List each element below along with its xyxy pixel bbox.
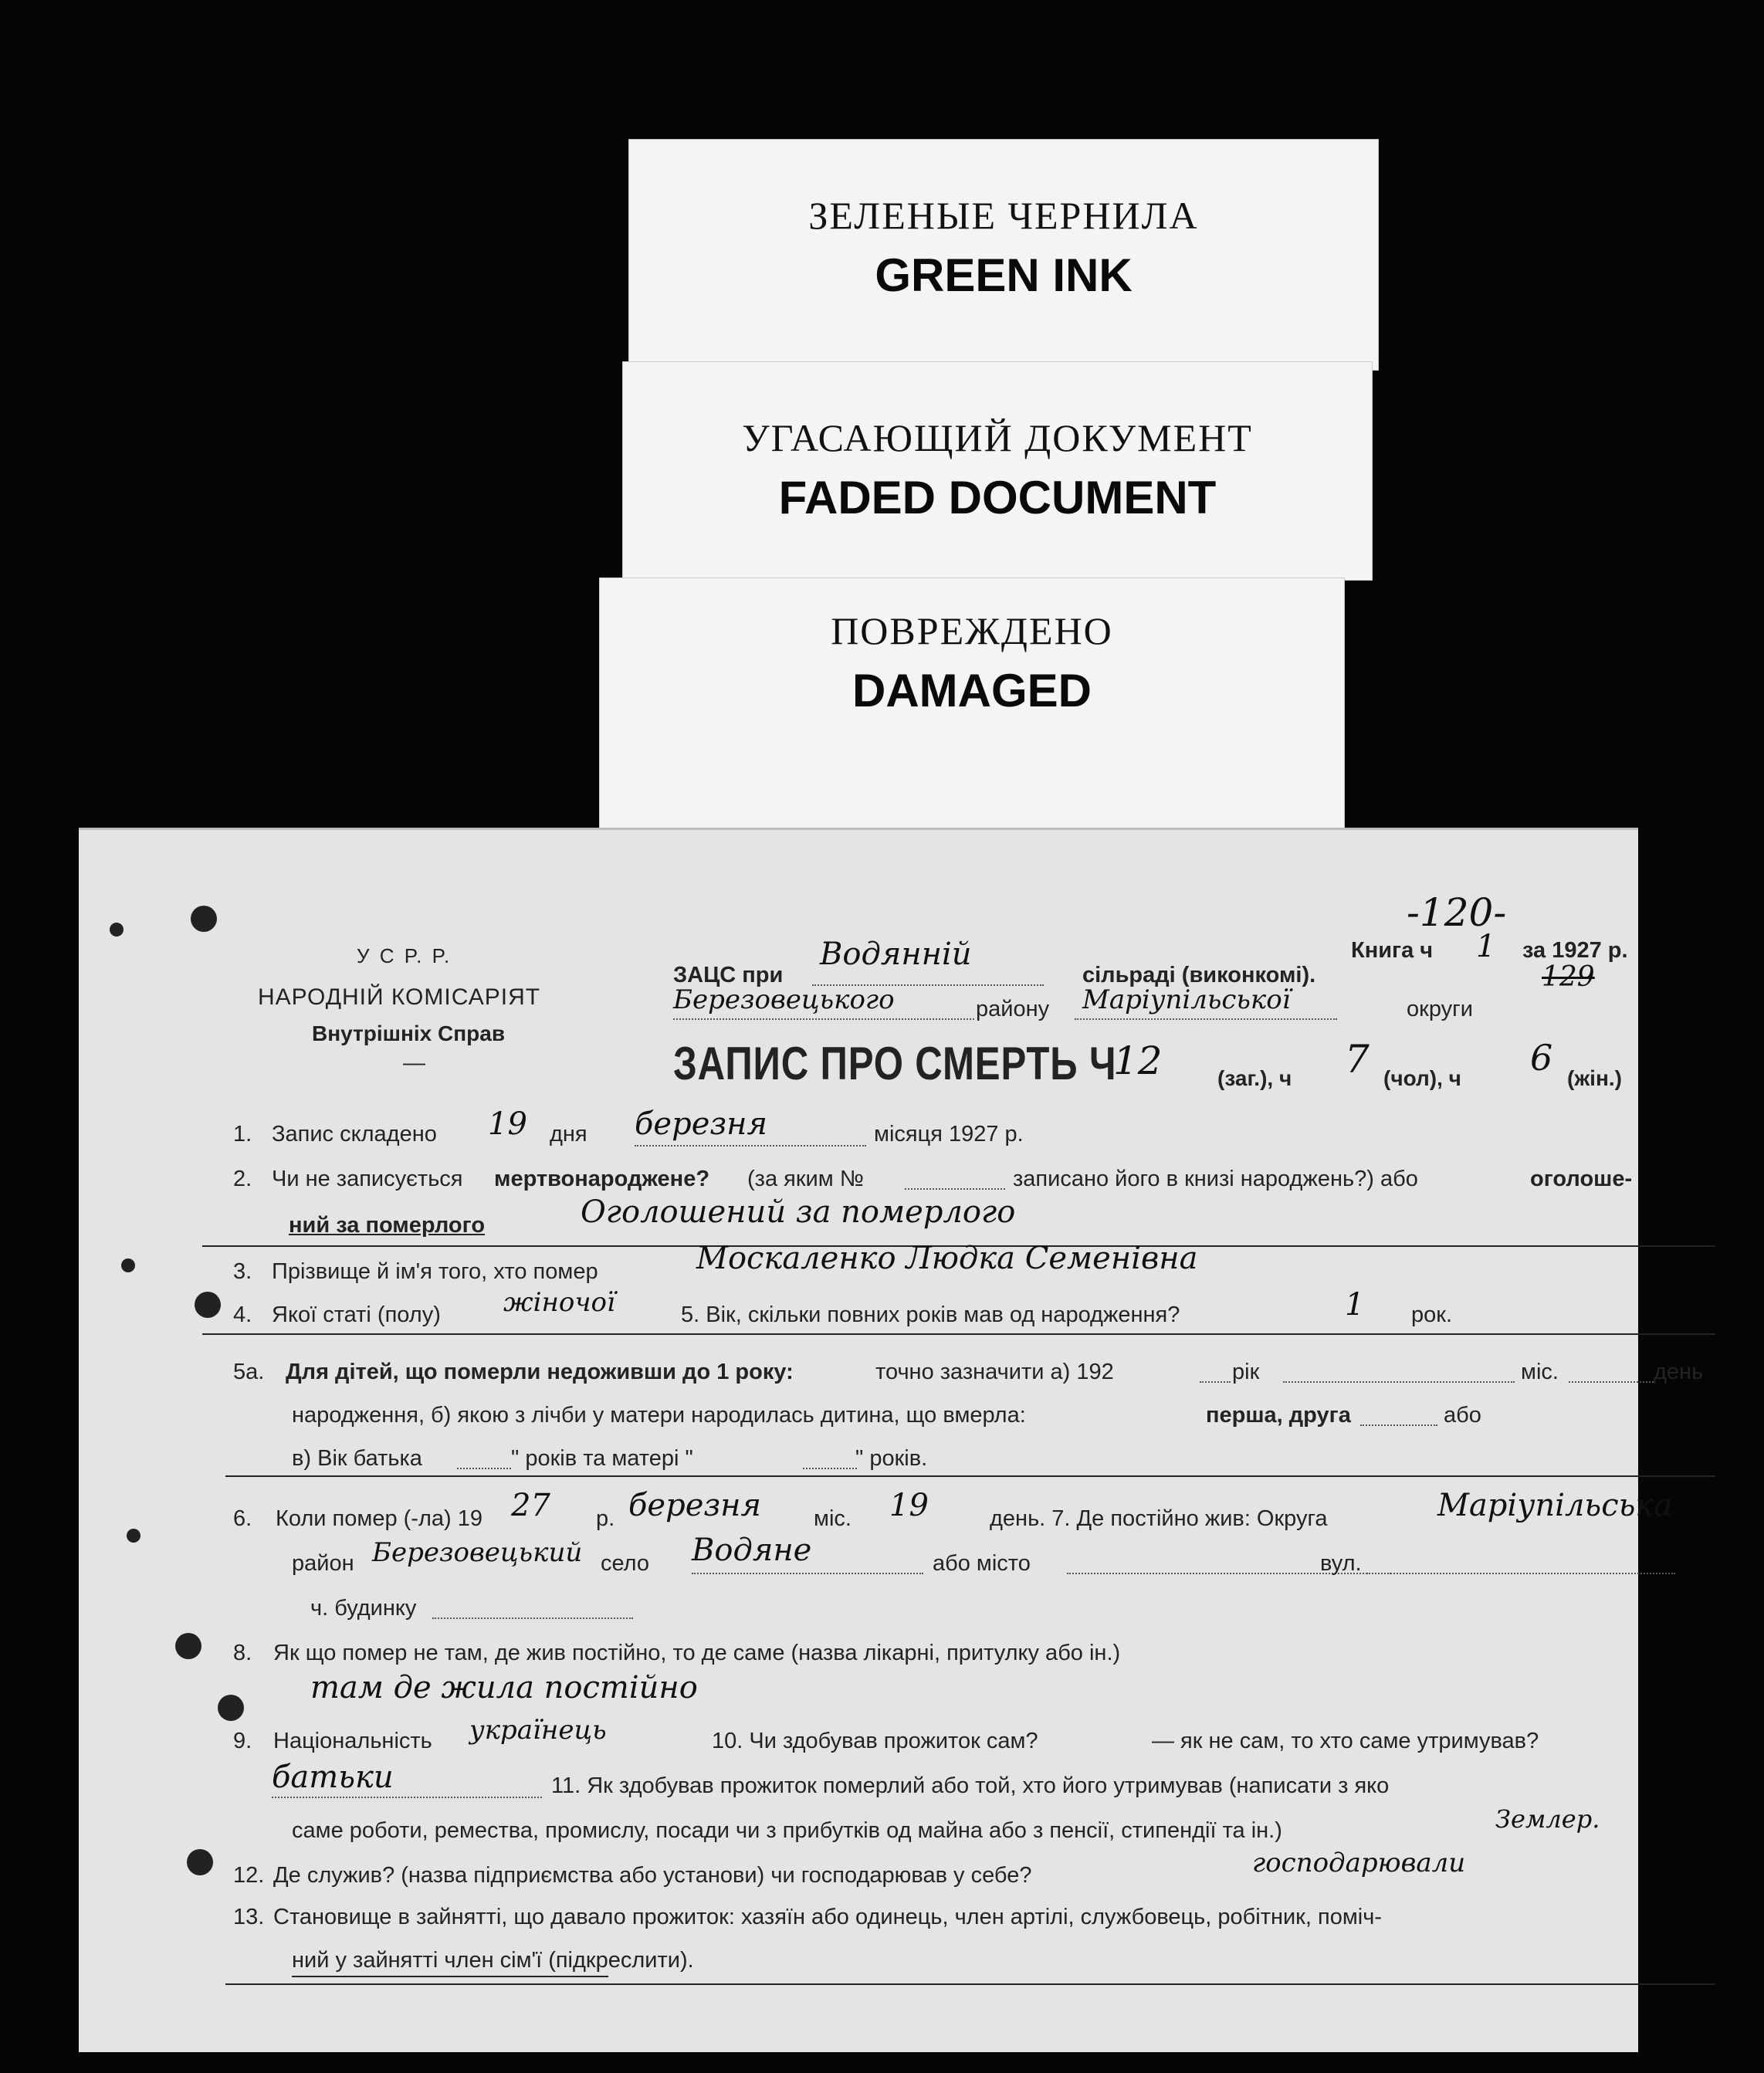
line1-label: Запис складено	[272, 1122, 437, 1147]
header-dash: —	[403, 1051, 425, 1075]
damaged-label-card	[599, 578, 1345, 849]
residence-street-label: вул.	[1320, 1551, 1362, 1576]
binder-hole	[175, 1633, 201, 1659]
line6-number: 6.	[233, 1506, 252, 1531]
declared-dead-label-part1: оголоше-	[1530, 1167, 1633, 1191]
birth-order-or: або	[1444, 1403, 1481, 1428]
birth-order-label: народження, б) якою з лічби у матери народилась дитина, що вмерла:	[292, 1403, 1026, 1428]
residence-raion-value: Березовецький	[372, 1537, 583, 1568]
infant-month-unit: міс.	[1521, 1360, 1559, 1384]
livelihood-label-part2: саме роботи, ремества, промислу, посади чи з прибутків од майна або з пенсії, стипендії та ін.)	[292, 1818, 1282, 1843]
year-label: за 1927 р.	[1522, 938, 1628, 963]
death-date-label: Коли помер (-ла) 19	[276, 1506, 482, 1531]
death-record-form	[79, 828, 1704, 2052]
sex-value: жіночої	[503, 1287, 615, 1318]
age-label: 5. Вік, скільки повних років мав од народження?	[681, 1302, 1180, 1327]
age-unit: рок.	[1411, 1302, 1453, 1327]
binder-hole	[195, 1292, 221, 1318]
residence-city-label: або місто	[933, 1551, 1031, 1576]
declared-dead-label-part2: ний за померлого	[289, 1213, 486, 1238]
zags-value: Водянній	[820, 937, 972, 972]
death-month-value: березня	[628, 1488, 762, 1523]
line2-label: Чи не записується	[272, 1167, 463, 1191]
binder-hole	[127, 1529, 141, 1543]
line2-number: 2.	[233, 1167, 252, 1191]
residence-raion-label: район	[292, 1551, 354, 1576]
father-age-label: в) Вік батька	[292, 1446, 422, 1471]
place-of-death-value: там де жила постійно	[310, 1670, 698, 1705]
nationality-value: українець	[469, 1715, 607, 1746]
residence-village-label: село	[601, 1551, 650, 1576]
death-record-day: 19	[488, 1106, 527, 1142]
death-day-value: 19	[889, 1488, 929, 1523]
supporter-label: — як не сам, то хто саме утримував?	[1152, 1729, 1539, 1753]
stamp-number: 129	[1542, 961, 1595, 993]
infant-day-unit: день	[1654, 1360, 1704, 1384]
self-support-label: 10. Чи здобував прожиток сам?	[712, 1729, 1038, 1753]
line4-number: 4.	[233, 1302, 252, 1327]
line1-day-label: дня	[550, 1122, 587, 1147]
raion-label: району	[976, 997, 1050, 1021]
okruha-label: округи	[1407, 997, 1473, 1021]
workplace-value: господарювали	[1252, 1848, 1466, 1878]
deceased-name-label: Прізвище й ім'я того, хто помер	[272, 1259, 598, 1284]
header-ussr: У С Р. Р.	[357, 944, 452, 967]
raion-value: Березовецького	[673, 984, 895, 1015]
death-month-unit: міс.	[814, 1506, 852, 1531]
header-commissariat: НАРОДНІЙ КОМІСАРІЯТ	[258, 984, 541, 1010]
page-number: -120-	[1407, 890, 1507, 935]
parents-age-unit: " років.	[855, 1446, 928, 1471]
line5a-number: 5а.	[233, 1360, 265, 1384]
death-year-unit: р.	[596, 1506, 615, 1531]
workplace-label: Де служив? (назва підприємства або установи) чи господарював у себе?	[273, 1863, 1032, 1888]
infants-label: Для дітей, що померли недоживши до 1 року:	[286, 1360, 794, 1384]
employment-status-label-part2: ний у зайнятті член сім'ї (підкреслити).	[292, 1948, 694, 1973]
stillborn-label: мертвонароджене?	[494, 1167, 710, 1191]
silradi-label: сільраді (виконкомі).	[1082, 963, 1316, 987]
sex-label: Якої статі (полу)	[272, 1302, 441, 1327]
header-internal-affairs: Внутрішніх Справ	[312, 1021, 506, 1045]
residence-village-value: Водяне	[692, 1533, 812, 1568]
line3-number: 3.	[233, 1259, 252, 1284]
binder-hole	[191, 906, 217, 932]
faded-document-label-ru: УГАСАЮЩИЙ ДОКУМЕНТ	[742, 416, 1253, 459]
deceased-name-value: Москаленко Людка Семенівна	[696, 1241, 1198, 1276]
binder-hole	[187, 1849, 213, 1875]
record-number: 12	[1113, 1038, 1163, 1083]
okruha-value: Маріупільської	[1082, 984, 1291, 1015]
livelihood-value: Землер.	[1495, 1804, 1600, 1834]
book-value: 1	[1476, 929, 1496, 964]
faded-document-label-en: FADED DOCUMENT	[778, 472, 1217, 523]
line12-number: 12.	[233, 1863, 265, 1888]
livelihood-label-part1: 11. Як здобував прожиток померлий або той, хто його утримував (написати з яко	[551, 1773, 1390, 1798]
binder-hole	[110, 923, 124, 937]
book-label: Книга ч	[1351, 938, 1434, 963]
residence-okruha-label: день. 7. Де постійно жив: Округа	[990, 1506, 1328, 1531]
line2-birth-book: записано його в книзі народжень?) або	[1013, 1167, 1418, 1191]
chol-label: (чол), ч	[1383, 1066, 1461, 1090]
employment-status-label-part1: Становище в зайнятті, що давало прожиток: хазяїн або одинець, член артілі, службовець, робітник, поміч-	[273, 1905, 1382, 1929]
residence-okruha-value: Маріупільська	[1437, 1488, 1673, 1523]
age-value: 1	[1345, 1287, 1365, 1323]
line1-number: 1.	[233, 1122, 252, 1147]
faded-document-label-card	[622, 361, 1373, 581]
binder-hole	[121, 1258, 135, 1272]
nationality-label: Національність	[273, 1729, 432, 1753]
line13-number: 13.	[233, 1905, 265, 1929]
zag-label: (заг.), ч	[1217, 1066, 1292, 1090]
male-number: 7	[1345, 1037, 1370, 1082]
line8-number: 8.	[233, 1641, 252, 1665]
birth-order-options: перша, друга	[1206, 1403, 1351, 1428]
damaged-label-en: DAMAGED	[852, 665, 1092, 716]
death-record-month: березня	[635, 1106, 768, 1142]
mother-age-label: " років та матері "	[511, 1446, 693, 1471]
infant-birth-year-label: точно зазначити а) 192	[875, 1360, 1114, 1384]
green-ink-label-ru: ЗЕЛЕНЫЕ ЧЕРНИЛА	[808, 194, 1199, 237]
place-of-death-label: Як що помер не там, де жив постійно, то де саме (назва лікарні, притулку або ін.)	[273, 1641, 1121, 1665]
death-year-value: 27	[511, 1488, 550, 1523]
green-ink-label-en: GREEN INK	[875, 249, 1133, 301]
declared-dead-value: Оголошений за померлого	[581, 1194, 1016, 1230]
supporter-value: батьки	[272, 1760, 394, 1795]
binder-hole	[218, 1695, 244, 1721]
infant-year-unit: рік	[1232, 1360, 1260, 1384]
line1-month-year: місяця 1927 р.	[874, 1122, 1024, 1147]
house-number-label: ч. будинку	[310, 1596, 417, 1621]
line9-number: 9.	[233, 1729, 252, 1753]
record-title: ЗАПИС ПРО СМЕРТЬ Ч	[673, 1038, 1117, 1089]
line2-which-number: (за яким №	[747, 1167, 864, 1191]
zags-label: ЗАЦС при	[673, 963, 784, 987]
green-ink-label-card	[628, 139, 1379, 371]
female-number: 6	[1530, 1037, 1553, 1079]
damaged-label-ru: ПОВРЕЖДЕНО	[831, 609, 1113, 652]
zhin-label: (жін.)	[1567, 1066, 1622, 1090]
